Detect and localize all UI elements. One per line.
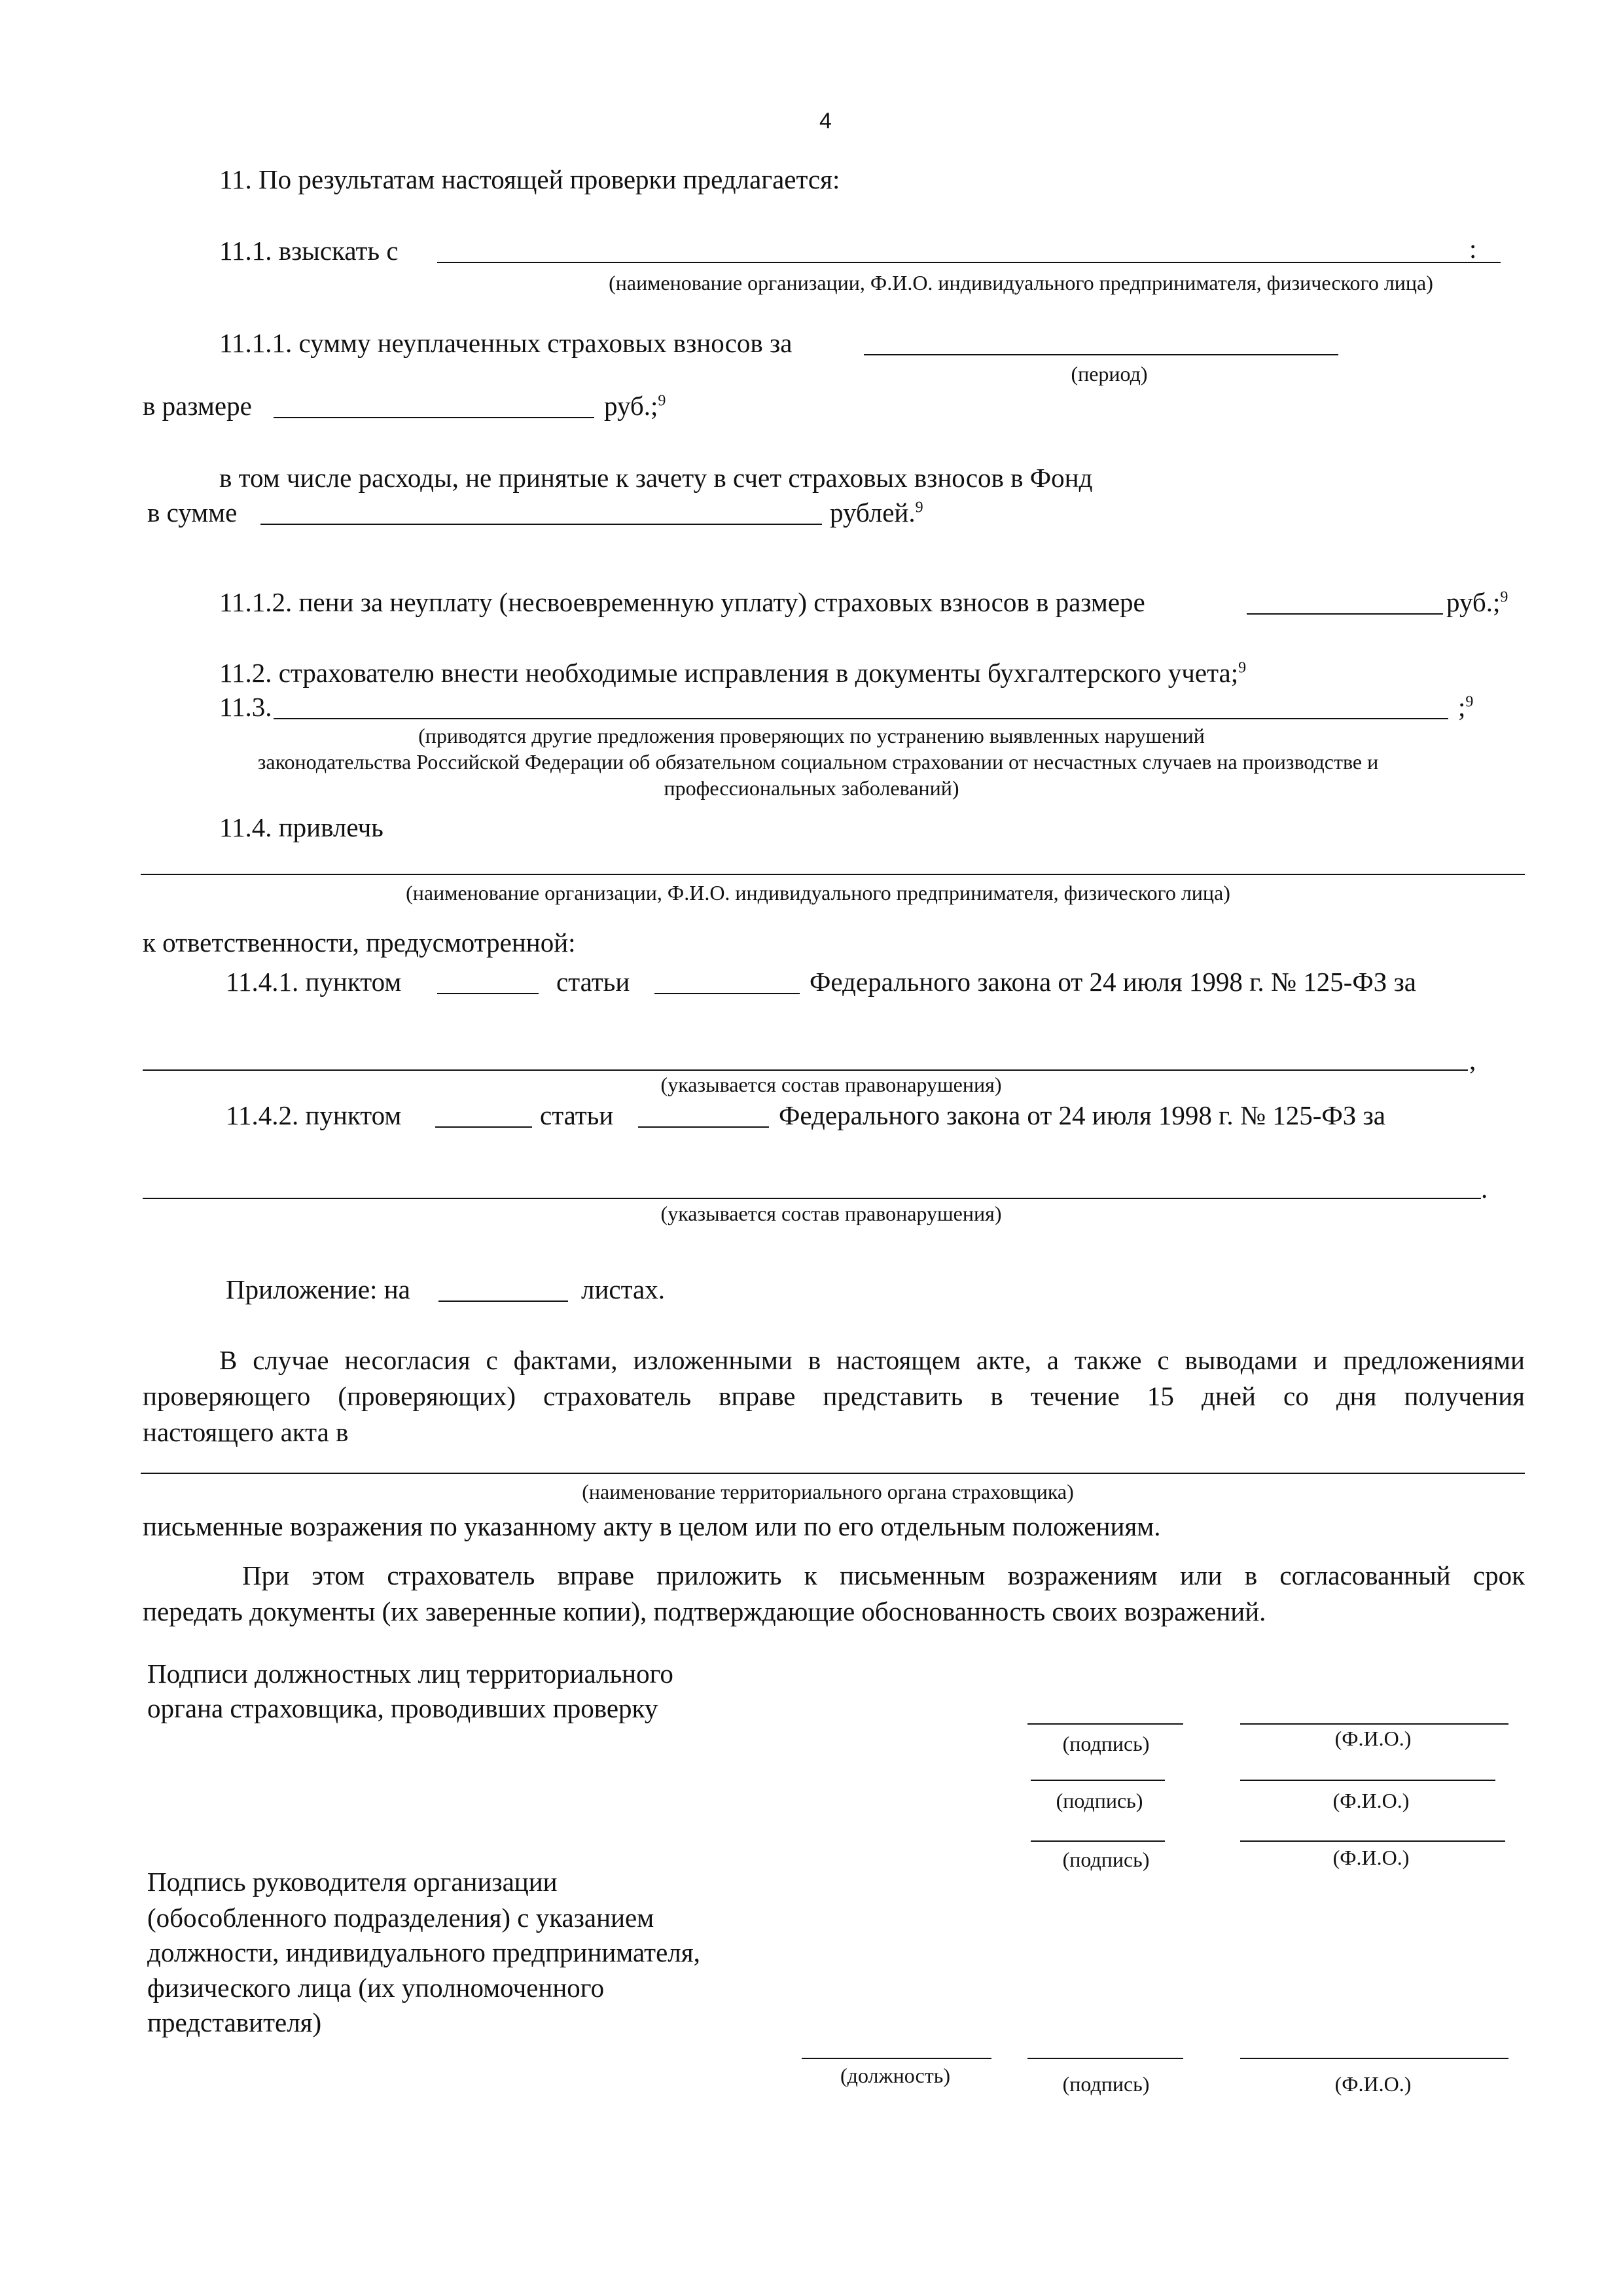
official-3-name-caption: (Ф.И.О.) [1332,1846,1410,1869]
territorial-body-field[interactable] [141,1473,1525,1474]
official-2-name-caption: (Ф.И.О.) [1332,1789,1410,1812]
item-11-4-1-article: статьи [556,967,630,997]
proposals-caption-line3: профессиональных заболеваний) [664,776,959,800]
attachment-suffix: листах. [581,1274,665,1304]
item-11-4-1-article-field[interactable] [654,993,800,994]
officials-label-line1: Подписи должностных лиц территориального [147,1659,673,1689]
head-label-line2: (обособленного подразделения) с указанием [147,1903,654,1933]
item-11-4-1-law: Федерального закона от 24 июля 1998 г. № 125-ФЗ за [810,967,1416,997]
item-11-4-1-point: 11.4.1. пунктом [226,967,402,997]
documents-line2: передать документы (их заверенные копии), подтверждающие обоснованность своих возражений. [143,1596,1266,1626]
item-11-4-2-violation-field[interactable] [143,1198,1481,1199]
item-11-4-2-caption: (указывается состав правонарушения) [660,1202,1002,1225]
head-label-line1: Подпись руководителя организации [147,1867,558,1897]
attachment-prefix: Приложение: на [226,1274,410,1304]
head-label-line3: должности, индивидуального предпринимателя, [147,1937,700,1967]
penalty-field[interactable] [1247,613,1443,615]
item-11-4-2-end: . [1481,1174,1488,1204]
item-11-4-2-article-field[interactable] [638,1126,769,1128]
item-11-1-1-label: 11.1.1. сумму неуплаченных страховых взносов за [219,328,793,358]
item-11-4-1-point-field[interactable] [437,993,539,994]
page-number: 4 [819,109,832,134]
item-11-1-2-text: 11.1.2. пени за неуплату (несвоевременную уплату) страховых взносов в размере [219,587,1145,617]
item-11-3-label: 11.3. [219,692,272,722]
official-2-signature-caption: (подпись) [1056,1789,1143,1812]
official-1-signature-caption: (подпись) [1062,1732,1150,1755]
amount-unit: руб.;$^9$ [604,391,666,421]
territorial-body-caption: (наименование территориального органа страховщика) [582,1480,1074,1503]
official-3-signature-field[interactable] [1031,1840,1165,1842]
disagreement-line3: настоящего акта в [143,1417,349,1447]
head-signature-field[interactable] [1027,2058,1183,2059]
item-11-4-1-end: , [1469,1045,1476,1075]
period-field[interactable] [864,354,1338,355]
item-11-4-2-point-field[interactable] [435,1126,532,1128]
amount-label: в размере [143,391,252,421]
disagreement-line4: письменные возражения по указанному акту в целом или по его отдельным положениям. [143,1511,1161,1541]
other-proposals-field[interactable] [274,718,1448,719]
head-position-field[interactable] [802,2058,991,2059]
head-label-line5: представителя) [147,2007,322,2037]
item-11-4-2-point: 11.4.2. пунктом [226,1100,402,1130]
expenses-label: в сумме [147,497,238,528]
expenses-unit: рублей.$^9$ [830,497,923,528]
period-caption: (период) [1071,362,1148,386]
documents-line1: При этом страхователь вправе приложить к письменным возражениям или в согласованный срок [242,1560,1525,1590]
item-11-1-label: 11.1. взыскать с [219,236,399,266]
officials-label-line2: органа страховщика, проводивших проверку [147,1693,658,1723]
recipient-field[interactable] [437,262,1501,263]
amount-field[interactable] [274,417,594,418]
official-2-signature-field[interactable] [1031,1780,1165,1781]
section-11-title: 11. По результатам настоящей проверки предлагается: [219,164,840,194]
liable-party-caption: (наименование организации, Ф.И.О. индивидуального предпринимателя, физического лица) [406,881,1230,905]
official-2-name-field[interactable] [1240,1780,1495,1781]
official-3-signature-caption: (подпись) [1062,1848,1150,1871]
disagreement-line1: В случае несогласия с фактами, изложенными в настоящем акте, а также с выводами и предложениями [219,1345,1525,1375]
expenses-field[interactable] [260,524,822,525]
official-1-name-field[interactable] [1240,1723,1508,1725]
attachment-pages-field[interactable] [438,1300,568,1302]
item-11-4-2-law: Федерального закона от 24 июля 1998 г. № 125-ФЗ за [779,1100,1385,1130]
proposals-caption-line2: законодательства Российской Федерации об обязательном социальном страховании от несчастных случаев на производстве и [257,750,1379,774]
item-11-4-1-violation-field[interactable] [143,1069,1468,1071]
liable-party-field[interactable] [141,874,1525,875]
expenses-line: в том числе расходы, не принятые к зачету в счет страховых взносов в Фонд [219,463,1093,493]
recipient-caption: (наименование организации, Ф.И.О. индивидуального предпринимателя, физического лица) [609,271,1433,295]
official-1-name-caption: (Ф.И.О.) [1334,1727,1412,1750]
head-name-caption: (Ф.И.О.) [1334,2072,1412,2096]
proposals-caption-line1: (приводятся другие предложения проверяющих по устранению выявленных нарушений [418,724,1205,747]
item-11-4-label: 11.4. привлечь [219,812,383,842]
item-11-1-colon: : [1469,234,1477,264]
item-11-2-text: 11.2. страхователю внести необходимые исправления в документы бухгалтерского учета;$^9$ [219,658,1247,688]
responsibility-text: к ответственности, предусмотренной: [143,927,576,958]
official-1-signature-field[interactable] [1027,1723,1183,1725]
disagreement-line2: проверяющего (проверяющих) страхователь вправе представить в течение 15 дней со дня получения [143,1381,1525,1411]
head-name-field[interactable] [1240,2058,1508,2059]
head-label-line4: физического лица (их уполномоченного [147,1973,605,2003]
item-11-3-end: ;$^9$ [1458,692,1474,722]
item-11-4-1-caption: (указывается состав правонарушения) [660,1073,1002,1096]
head-signature-caption: (подпись) [1062,2072,1150,2096]
penalty-unit: руб.;$^9$ [1446,587,1508,617]
head-position-caption: (должность) [840,2064,950,2087]
official-3-name-field[interactable] [1240,1840,1505,1842]
item-11-4-2-article: статьи [540,1100,614,1130]
